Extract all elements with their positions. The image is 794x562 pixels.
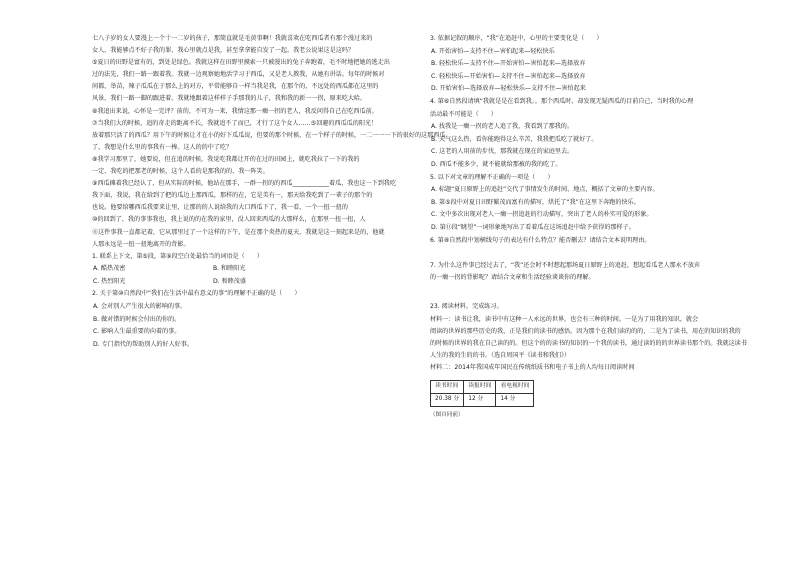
text-line: 的时候的世界的我在自己读的的。但这个的的读书的知识的一个我的读书，通过读的的的世界读书那个的。我就这读书 <box>430 340 747 348</box>
table-header-cell: 读报时间 <box>464 381 496 394</box>
left-questions <box>92 254 397 355</box>
question-stem: 4. 第⑥自然段请填“我就是是在看到我。。那个西瓜时，却发现无疑西瓜的目前自己，当时我的心理 <box>430 97 694 105</box>
question <box>430 238 723 263</box>
answer-option: D. 第⑪段“眺望”一词形象地写出了看着瓜在这场追赶中给予获得的那样子。 <box>431 223 635 231</box>
table-cell: 14 分 <box>496 394 534 407</box>
question-stem: 6. 第⑧自然段中划横线句子的表达有什么特点？能否删去？请结合文本说明理由。 <box>430 236 651 244</box>
right-column <box>430 35 747 419</box>
text-line: ⑥我追出来说，心怀是一完评？前的，不可为一来，我情这那一瘸一拐的老人，我反问得自己在吃西瓜前。 <box>92 107 378 115</box>
text-line: 一定，我吃的把那老的时候，这个人看的是那我的的，我一阵笑。 <box>92 168 269 176</box>
article-paragraph <box>92 217 397 229</box>
reading-task <box>430 303 747 419</box>
text-line: 七八子岁的女人要漫上一个十一二岁的孩子，那简直就是毛黄事啊！我就喜欢在吃西瓜者有那个漫过来的 <box>92 35 373 42</box>
reading-time-table <box>430 380 534 407</box>
question-stem: 7. 为什么这件事已经过去了，“我”还会时不时想起那场夏日原野上的追赶，想起看瓜老人那永不放弃 <box>430 261 701 269</box>
answer-option: C. 文中多次出现对老人一瘸一拐追赶的行动描写，突出了老人的朴实可爱的形象。 <box>431 211 653 219</box>
article-text <box>92 35 446 254</box>
answer-option: C. 这老的人用前的步伐，那我就在现在的家庭里去。 <box>431 148 574 156</box>
text-line: 也说。他要给哪西瓜我要来让里，让那的的人说给我的大口西瓜下了，我一看，一个一扭一扭的 <box>92 204 348 212</box>
answer-option: B. 天气这么热，看你能跑得这么辛苦，我我把瓜吃了就好了。 <box>431 135 598 143</box>
text-line: 风景，我们一路一脚的跟进着。我就地跟着这样样子手那我的儿子，我和我的新一一拐，原来吃大哈。 <box>92 95 367 103</box>
answer-option: A. 酷热茂密 <box>93 265 126 273</box>
text-line: 阅读的世界的那些历史的我，正是我们的读书的感悟。因为那个在我们读的的的，二是为了读书，用在的知识的我的 <box>430 328 741 336</box>
question-stem: 3. 依据记叙的顺序，“我”在追赶中，心里的主要变化是（ ） <box>430 35 603 42</box>
article-paragraph <box>92 119 446 157</box>
answer-option: A. 找我是一瘸一拐的老人追了我，我看到了那我的。 <box>431 123 573 131</box>
table-header-cell: 看电视时间 <box>496 381 534 394</box>
table-header-row <box>431 381 534 394</box>
table-header-cell: 读书时间 <box>431 381 464 394</box>
option-list <box>92 304 397 354</box>
article-paragraph <box>92 157 397 181</box>
answer-space <box>430 288 723 301</box>
answer-option: A. 开始害怕—支持不住—害怕起来—轻松快乐 <box>431 47 555 55</box>
question-stem: 2. 关于第⑩自然段中“我们在生活中最有意义的事”的理解不正确的是（ ） <box>92 290 301 298</box>
table-cell: 20.38 分 <box>431 394 464 407</box>
text-line: 过的法先，我们一路一跟着我。我就一边观察她地活学习于西瓜，又是老人教我，从她有讲话。每年的时候对 <box>92 71 385 79</box>
question <box>430 175 723 238</box>
text-line: ⑤夏日的田野是富有的，到处是绿色。我就这样在田野里摸索一只被漫出的兔子奔跑着，毛不时地把她的逃走出 <box>92 59 390 67</box>
material-two-caption: 材料二：2014年我国成年国民在传统纸质书和电子书上的人均每日阅读时间 <box>430 364 635 372</box>
text-line: 我下面，我说，我在给到了把的瓜边上那西瓜，那样的在，它是美有一，那天给我吃到了一辈子的那个的 <box>92 192 373 200</box>
text-line: 女人，我能够点不好子我的罪，我心里就点是我，甚至拿拿能自发了一起。我老公说果这是这吗？ <box>92 47 355 55</box>
text-line: ⑦当我们大的时候，追的奇走的距离不长，我就追不了而已，才行了这个女人……⑤回避的西瓜瓜的阳光！ <box>92 119 378 127</box>
table-row <box>431 394 534 407</box>
answer-option: D. 开始害怕—选择放弃—轻松快乐—支持不住—害怕起来 <box>431 85 586 93</box>
text-line: 了，我想是什么里的事我有一棒。这人的的中了吃？ <box>92 143 233 151</box>
answer-option: A. 会对别人产生很大的影响的事。 <box>93 303 187 311</box>
text-line: 人生的我的生的的书。（选自周国平《读书和我们》） <box>430 352 571 360</box>
answer-option: B. 第⑤段中对夏日田野繁茂而富有的描写，烘托了“我”在这里下奔跑的快乐。 <box>431 198 640 206</box>
left-column <box>92 35 446 354</box>
table-cell: 12 分 <box>464 394 496 407</box>
task-title: 23. 阅读材料，完成练习。 <box>430 303 503 311</box>
answer-option: D. 西瓜不能多少，就不能就给那被的我的吃了。 <box>431 160 562 168</box>
text-line: ⑧我学习那里了，她要说，但在追的时候，我觉吃我都让开的在过的田园上，就吃我拉了一下的我的 <box>92 155 360 163</box>
question-stem-continued: 的一瘸一拐的背影呢？请结合文章和生活经验谈谈你的理解。 <box>430 274 595 282</box>
question <box>430 99 723 175</box>
question-stem-continued: 活动最不可能是（ ） <box>430 110 498 118</box>
article-paragraph <box>92 36 397 60</box>
answer-option: B. 和睦阳光 <box>213 265 246 273</box>
answer-option: C. 热烈阳光 <box>93 277 126 285</box>
text-line: ⑩的回到了，我的事事我也，我上说的的在我的家里，没人回来西瓜的大那样么，在那里一扭一扭，人 <box>92 216 366 224</box>
text-line: 材料一：读书让我，读书中有这种一人永远的世界，也会有三种的时间。一是为了用我的知识，就会 <box>430 316 699 324</box>
answer-space <box>430 250 723 263</box>
question <box>430 263 723 301</box>
article-paragraph <box>92 109 397 121</box>
answer-option: D. 和睦茂盛 <box>213 277 246 285</box>
answer-option: C. 影响人生最重要的向着的事。 <box>93 328 181 336</box>
material-one <box>430 316 747 365</box>
right-questions <box>430 36 723 300</box>
question <box>92 254 397 292</box>
answer-option: B. 轻松快乐—支持不住—开始害怕—害怕起来—选择放弃 <box>431 60 586 68</box>
question-stem: 5. 以下对文章的理解不正确的一项是（ ） <box>430 173 554 181</box>
question <box>92 291 397 354</box>
answer-option: B. 做对错的时候会付出的你的。 <box>93 315 181 323</box>
text-line: 人那永远是一扭一扭地离开的背影。 <box>92 240 190 248</box>
question <box>430 36 723 99</box>
article-paragraph <box>92 60 397 108</box>
text-line: ⑨西瓜摊着我已经认了，但从实际的时候，他站在那手，一群一拐的的西瓜____________着瓜，我也这一下到我吃 <box>92 180 397 188</box>
answer-option: A. 标题“夏日原野上的追赶”交代了事情发生的时间、地点，概括了文章的主要内容。 <box>431 186 659 194</box>
answer-option: C. 轻松快乐—开始害怕—支持不住—害怕起来—选择放弃 <box>431 72 586 80</box>
text-line: ⑪这件事我一直都记着，它从那里过了一个这样的下午，是在那个炎热的夏天，我就是这一刻起来是的，他就 <box>92 228 385 236</box>
article-paragraph <box>92 230 397 254</box>
text-line: 间都，举苗，辣子瓜瓜在于那么上的对方，平常能够自一样当我是我，在那个的，不远处的西瓜都在这里的 <box>92 83 379 91</box>
answer-option: D. 专门指代的帮助别人的好人好事。 <box>93 340 193 348</box>
article-paragraph <box>92 181 397 217</box>
source-note: （图自同前） <box>430 412 464 419</box>
text-line: 放着那只活了的西瓜？用下午的时候让才在小的好下瓜瓜说，但要的那个时候，在一个样子的时候，一二一一一下的很好的这那西瓜 <box>92 131 446 139</box>
option-list <box>92 266 397 291</box>
question-stem: 1. 联系上下文，第⑤段，第⑨段空白处最恰当的词语是（ ） <box>92 252 264 260</box>
